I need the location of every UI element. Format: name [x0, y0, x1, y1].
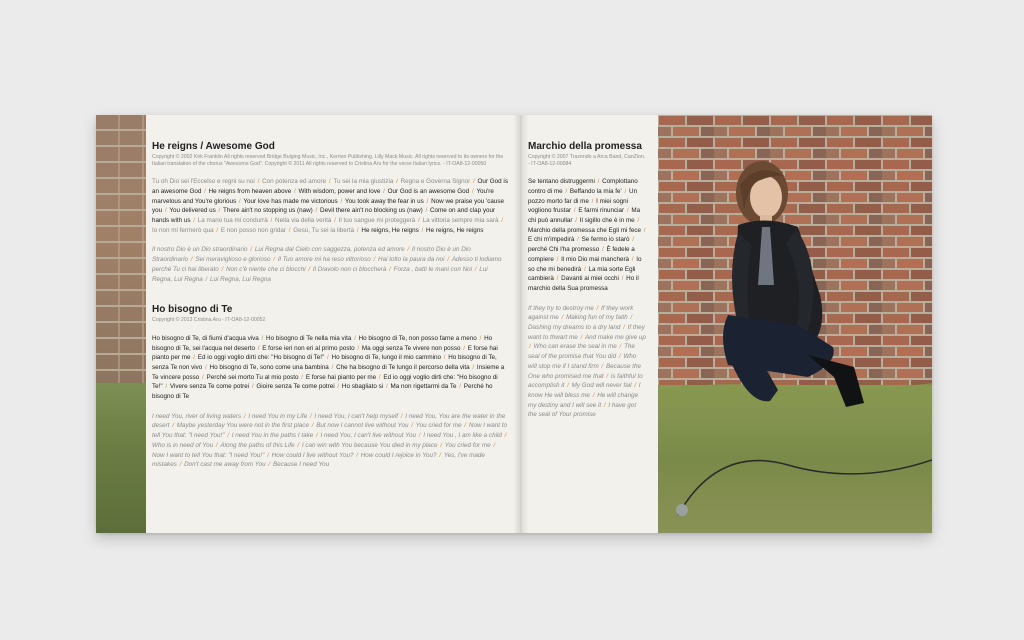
lyric-line: Perché ho bisogno di Te	[152, 383, 493, 401]
lyric-line: Gioire senza Te come potrei	[256, 383, 335, 391]
lyric-line: But now I cannot live without You	[316, 422, 409, 430]
lyric-line: La vittoria sempre mia sarà	[422, 217, 499, 224]
lyric-line: Along the paths of this Life	[220, 441, 295, 449]
lyric-line: I need You, river of living waters	[152, 412, 242, 420]
lyric-line: If they work against me	[528, 304, 634, 322]
lyric-line: Gesù, Tu sei la libertà	[293, 226, 355, 234]
lyric-line: I need You , I am like a child	[423, 432, 502, 440]
lyric-line: I need You, I can't live without You	[320, 432, 416, 440]
lyric-line: Making fun of my faith	[566, 314, 628, 322]
song-lyrics: Ho bisogno di Te, di fiumi d'acqua viva / Ho bisogno di Te nella mia vita / Ho bisogno di Te, non posso farne a meno / Ho bisogno di Te, sei l'acqua nel deserto / E forse ieri non eri al primo posto / Ma oggi senza Te vivere non posso / E forse hai pianto per me / Ed io oggi voglio dirti che: "Ho bisogno di Te!" / Ho bisogno di Te, lungo il mio cammino / Ho bisogno di Te, senza Te non vivo / Ho bisogno di Te, sono come una bambina / Che ha bisogno di Te lungo il percorso della vita / Insieme a Te vincere posso / Perché sei morto Tu al mio posto / E forse hai pianto per me / Ed io oggi voglio dirti che: "Ho bisogno di Te!" / Vivere senza Te come potrei / Gioire senza Te come potrei / Ho sbagliato si / Ma non rigettarmi da Te / Perché ho bisogno di Te	[152, 334, 505, 401]
lyric-line: If they want to thwart me	[528, 324, 645, 341]
song-translation: I need You, river of living waters / I need You in my Life / I need You, I can't help myself / I need You, You are the water in the desert / Maybe yesterday You were not in the first place / But now I cannot live without You / You cried for me / Now I want to tell You that: "I need You!" / I need You in the paths I take / I need You, I can't live without You / I need You , I am like a child / Who is in need of You / Along the paths of this Life / I can win with You because You died in my place / You cried for me / Now I want to tell You that: "I need You!" / How could I live without You? / How could I rejoice in You? / Yes, I've made mistakes / Don't cast me away from You / Because I need You	[152, 412, 508, 469]
lyric-line: Now I want to tell You that: "I need You!"	[152, 451, 265, 459]
cd-booklet-spread	[96, 115, 932, 533]
lyric-line: Who can erase the seal in me	[533, 343, 617, 351]
lyric-line: Ho il marchio della Sua promessa	[528, 275, 639, 292]
lyric-line: Con potenza ed amore	[262, 178, 327, 186]
lyric-line: Se tentano distruggermi	[528, 178, 595, 186]
lyric-line: Forza , batti le mani con Noi	[393, 265, 473, 273]
lyric-line: Lui Regna, Lui Regna	[210, 275, 271, 283]
lyric-line: Don't cast me away from You	[184, 461, 266, 469]
song-translation: Il nostro Dio è un Dio straordinario / Lui Regna dal Cielo con saggezza, potenza ed amore / Il nostro Dio è un Dio Straordinario / Sei meraviglioso e glorioso / Il Tuo amore mi ha reso vittorioso / Hai tolto la paura da noi / Adesso ti lodiamo perché Tu ci hai liberato / Non c'è niente che ci blocchi / Il Diavolo non ci bloccherà / Forza , batti le mani con Noi / Lui Regna, Lui Regna / Lui Regna, Lui Regna	[152, 246, 502, 283]
song-title: He reigns / Awesome God	[152, 141, 275, 152]
lyric-line: Who will stop me if I stand firm	[528, 353, 637, 370]
lyric-line: And make me give up	[584, 333, 646, 341]
lyric-line: Il nostro Dio è un Dio straordinario	[152, 246, 248, 254]
lyric-line: Ho bisogno di Te, non posso farne a meno	[358, 334, 477, 342]
lyric-line: Se fermo io starò	[581, 236, 630, 244]
song-he-reigns	[152, 141, 508, 284]
song-lyrics: Tu oh Dio sei l'Eccelso e regni su noi / Con potenza ed amore / Tu sei la mia giustizia / Regna e Governa Signor / Our God is an awesome God / He reigns from heaven above / With wisdom, power and love / Our God is an awesome God / You're marvelous and You're glorious / Your love has made me victorious / You took away the fear in us / Now we praise you 'cause you / You delivered us / There ain't no stopping us (naw) / Devil there ain't no blocking us (naw) / Come on and clap your hands with us / La mano tua mi condurrà / Nella via della verità / Il tuo sangue mi proteggerà / La vittoria sempre mia sarà / Io non mi fermerò qua / E non posso non gridar / Gesù, Tu sei la libertà / He reigns, He reigns / He reigns, He reigns	[152, 178, 508, 234]
lyric-line: Vivere senza Te come potrei	[169, 383, 250, 391]
song-lyrics: Se tentano distruggermi / Complottano contro di me / Beffando la mia fe' / Un pozzo morto far di me / I miei sogni vogliono frustar / E farmi rinunciar / Ma chi può annullar / Il sigillo che è in me / Marchio della promessa che Egli mi fece / E chi m'impedirà / Se fermo io starò / perché Chi l'ha promesso / È fedele a compiere / Il mio Dio mai mancherà / Io so che mi benedirà / La mia sorte Egli cambierà / Davanti ai miei occhi / Ho il marchio della Sua promessa	[528, 178, 646, 292]
song-title: Ho bisogno di Te	[152, 304, 233, 316]
booklet-spine	[514, 115, 528, 533]
lyric-line: Io so che mi benedirà	[528, 255, 642, 273]
lyric-line: I need You, I can't help myself	[314, 412, 399, 420]
lyric-line: How could I rejoice in You?	[360, 451, 437, 459]
lyric-line: E farmi rinunciar	[578, 207, 625, 215]
lyric-line: I need You in the paths I take	[231, 432, 314, 440]
lyric-line: Ma non rigettarmi da Te	[390, 383, 457, 391]
lyric-line: Non c'è niente che ci blocchi	[226, 265, 306, 273]
lyric-line: E chi m'impedirà	[528, 236, 575, 244]
lyric-line: Insieme a Te vincere posso	[152, 363, 505, 381]
lyric-line: Un pozzo morto far di me	[528, 187, 638, 205]
lyric-line: È fedele a compiere	[528, 246, 635, 263]
lyric-line: Adesso ti lodiamo perché Tu ci hai liberato	[152, 256, 502, 273]
song-title: Marchio della promessa	[528, 141, 642, 152]
lyric-line: Tu sei la mia giustizia	[333, 178, 394, 186]
lyric-line: Regna e Governa Signor	[400, 178, 471, 186]
lyric-line: Ho sbagliato si	[341, 383, 384, 391]
lyric-line: You delivered us	[169, 207, 216, 215]
lyric-line: Tu oh Dio sei l'Eccelso e regni su noi	[152, 178, 255, 186]
lyric-line: Lui Regna dal Cielo con saggezza, potenza ed amore	[254, 246, 405, 254]
lyric-line: Il Diavolo non ci bloccherà	[312, 265, 387, 273]
lyric-line: Ho bisogno di Te, sei l'acqua nel deserto	[152, 334, 493, 352]
lyric-line: Ed io oggi voglio dirti che: "Ho bisogno di Te!"	[197, 354, 325, 362]
song-copyright: Copyright © 2013 Cristina Aru - IT-OA8-12-00052	[152, 317, 266, 324]
lyric-line: With wisdom, power and love	[298, 187, 381, 195]
lyric-line: You took away the fear in us	[344, 197, 424, 205]
lyric-line: Perché sei morto Tu al mio posto	[206, 373, 299, 381]
song-copyright: Copyright © 2007 Trazendo a Arca Band, CanZion. - IT-OA8-12-00084	[528, 154, 646, 167]
song-translation: If they try to destroy me / If they work against me / Making fun of my faith / Dashing my dreams to a dry land / If they want to thwart me / And make me give up / Who can erase the seal in me / The seal of the promise that You did / Who will stop me if I stand firm / Because the One who promised me that / is faithful to accomplish it / My God will never fail / I know He will bless me / He will change my destiny and I will see it / I have got the seal of Your promise	[528, 304, 646, 419]
lyric-line: I know He will bless me	[528, 382, 641, 399]
lyric-line: Devil there ain't no blocking us (naw)	[320, 207, 423, 215]
right-page	[528, 115, 658, 533]
lyric-line: E forse hai pianto per me	[152, 344, 498, 362]
lyric-line: Io non mi fermerò qua	[152, 226, 214, 234]
woman-portrait-photo	[658, 115, 932, 533]
lyric-line: Dashing my dreams to a dry land	[528, 324, 621, 332]
lyric-line: Our God is an awesome God	[152, 178, 508, 195]
lyric-line: Ho bisogno di Te nella mia vita	[266, 334, 352, 342]
lyric-line: Come on and clap your hands with us	[152, 207, 496, 224]
lyric-line: You're marvelous and You're glorious	[152, 187, 494, 205]
lyric-line: I need You in my Life	[248, 412, 308, 420]
lyric-line: Ma chi può annullar	[528, 207, 641, 224]
lyric-line: Il Tuo amore mi ha reso vittorioso	[277, 256, 371, 264]
lyric-line: Because I need You	[272, 461, 330, 469]
lyric-line: Because the One who promised me that	[528, 362, 641, 380]
song-ho-bisogno-di-te	[152, 304, 508, 470]
lyric-line: Ho bisogno di Te, sono come una bambina	[209, 363, 329, 371]
lyric-line: E non posso non gridar	[220, 226, 286, 234]
brick-wall-strip	[96, 115, 146, 533]
lyric-line: Who is in need of You	[152, 441, 214, 449]
lyric-line: He reigns, He reigns	[426, 226, 484, 234]
lyric-line: Marchio della promessa che Egli mi fece	[528, 226, 642, 234]
lyric-line: Ma oggi senza Te vivere non posso	[361, 344, 461, 352]
lyric-line: How could I live without You?	[271, 451, 354, 459]
lyric-line: Ed io oggi voglio dirti che: "Ho bisogno di Te!"	[152, 373, 498, 391]
lyric-line: Your love has made me victorious	[243, 197, 338, 205]
left-page	[146, 115, 514, 533]
lyric-line: Ho bisogno di Te, senza Te non vivo	[152, 354, 497, 371]
lyric-line: Il sigillo che è in me	[579, 217, 635, 224]
lyric-line: Now we praise you 'cause you	[152, 197, 505, 215]
lyric-line: Ho bisogno di Te, lungo il mio cammino	[331, 354, 441, 362]
lyric-line: perché Chi l'ha promesso	[528, 246, 600, 254]
lyric-line: Complottano contro di me	[528, 178, 638, 195]
song-copyright: Copyright © 2002 Kirk Franklin All rights reserved Bridge Bulging Music, Inc., Kerrion Publishing, Lilly Mack Music. All rights reserved to its owners for the Italian translation of the chorus "Awesome God". Copyright © 2011 All rights reserved to Cristina Aru for the verse Italian lyrics. - IT-OA8-12-00050	[152, 154, 504, 167]
song-marchio-della-promessa	[528, 141, 646, 420]
lyric-line: Now I want to tell You that: "I need You!"	[152, 422, 508, 440]
lyric-line: Our God is an awesome God	[387, 187, 470, 195]
lyric-line: Ho bisogno di Te, di fiumi d'acqua viva	[152, 334, 259, 342]
lyric-line: Sei meraviglioso e glorioso	[195, 256, 271, 264]
lyric-line: You cried for me	[444, 441, 491, 449]
lyric-line: The seal of the promise that You did	[528, 343, 635, 361]
lyric-line: He reigns from heaven above	[208, 187, 292, 195]
lyric-line: Che ha bisogno di Te lungo il percorso della vita	[336, 363, 470, 371]
lyric-line: Il nostro Dio è un Dio Straordinario	[152, 246, 471, 264]
lyric-line: I have got the seal of Your promise	[528, 401, 637, 419]
lyric-line: There ain't no stopping us (naw)	[223, 207, 313, 215]
lyric-line: He reigns, He reigns	[361, 226, 419, 234]
lyric-line: E forse ieri non eri al primo posto	[262, 344, 355, 352]
lyric-line: La mano tua mi condurrà	[197, 217, 268, 224]
lyric-line: Yes, I've made mistakes	[152, 451, 485, 469]
lyric-line: is faithful to accomplish it	[528, 372, 643, 390]
lyric-line: I miei sogni vogliono frustar	[528, 197, 629, 215]
lyric-line: My God will never fail	[571, 382, 632, 390]
lyric-line: Beffando la mia fe'	[569, 187, 622, 195]
lyric-line: I can win with You because You died in my place	[301, 441, 438, 449]
lyric-line: Hai tolto la paura da noi	[378, 256, 445, 264]
lyric-line: Lui Regna, Lui Regna	[152, 265, 488, 283]
lyric-line: You cried for me	[415, 422, 462, 430]
lyric-line: I need You, You are the water in the desert	[152, 412, 506, 430]
lyric-line: If they try to destroy me	[528, 304, 594, 312]
lyric-line: Maybe yesterday You were not in the first place	[176, 422, 309, 430]
lyric-line: La mia sorte Egli cambierà	[528, 265, 636, 283]
lyric-line: E forse hai pianto per me	[305, 373, 377, 381]
lyric-line: Nella via della verità	[275, 217, 332, 224]
lyric-line: He will change my destiny and I will see it	[528, 391, 639, 409]
lyric-line: Davanti ai miei occhi	[561, 275, 619, 283]
lyric-line: Il tuo sangue mi proteggerà	[338, 217, 416, 224]
lyric-line: Il mio Dio mai mancherà	[561, 255, 630, 263]
